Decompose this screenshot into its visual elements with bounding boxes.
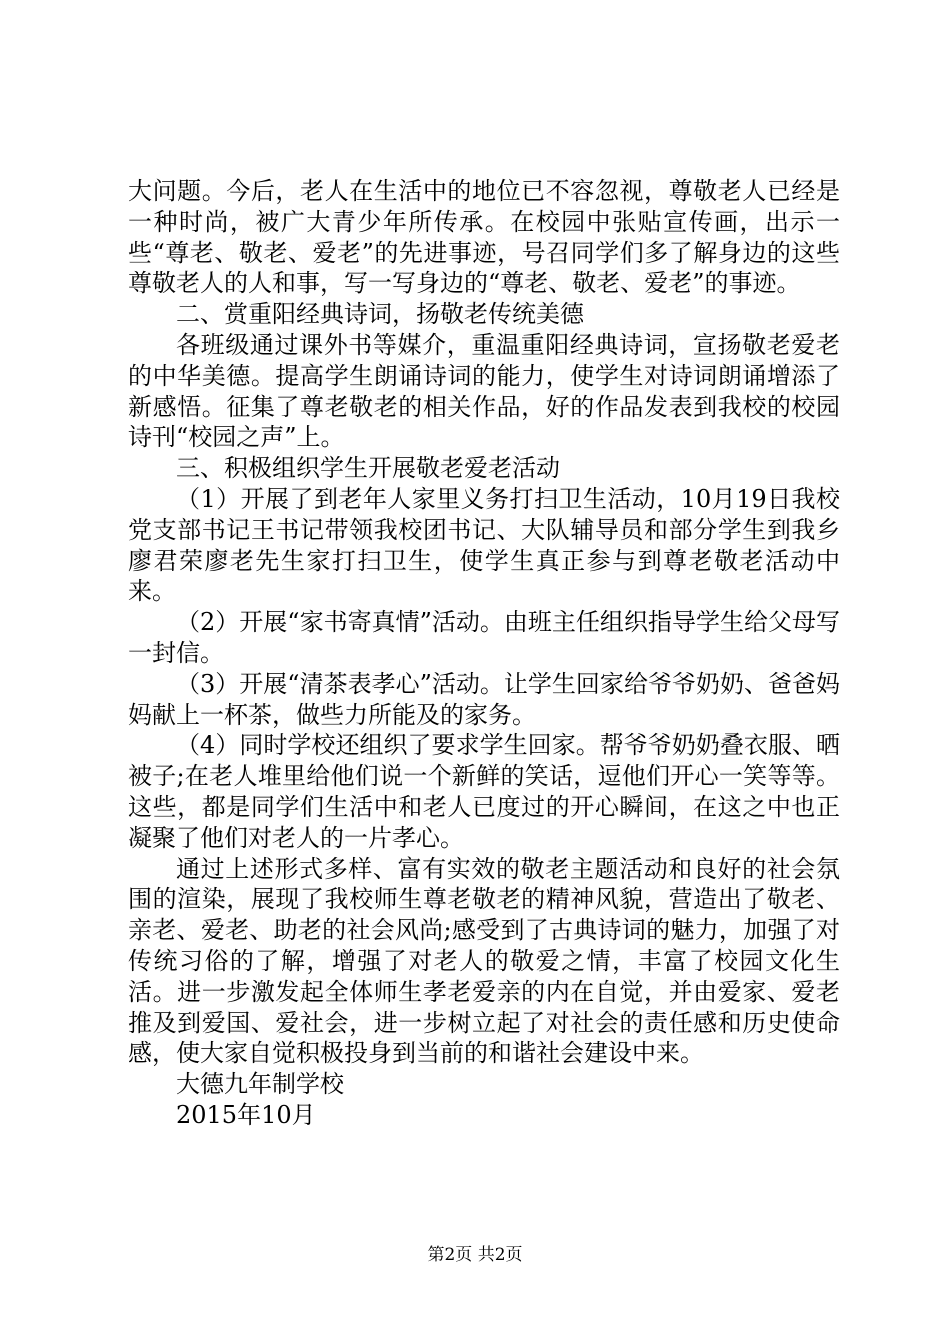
- signature-school: 大德九年制学校: [176, 1070, 344, 1099]
- section-heading-3: 三、积极组织学生开展敬老爱老活动: [176, 454, 560, 483]
- page-footer: [0, 1244, 950, 1266]
- section-heading-2: 二、赏重阳经典诗词，扬敬老传统美德: [176, 300, 584, 329]
- page-number: 第2页 共2页: [427, 1245, 523, 1265]
- list-item-3: （3）开展“清茶表孝心”活动。让学生回家给爷爷奶奶、爸爸妈妈献上一杯茶，做些力所能及的家务。: [128, 669, 840, 729]
- paragraph-poetry: 各班级通过课外书等媒介，重温重阳经典诗词，宣扬敬老爱老的中华美德。提高学生朗诵诗词的能力，使学生对诗词朗诵增添了新感悟。征集了尊老敬老的相关作品，好的作品发表到我校的校园诗刊“校园之声”上。: [128, 330, 840, 452]
- signature-date: 2015年10月: [176, 1100, 316, 1129]
- list-item-1: （1）开展了到老年人家里义务打扫卫生活动，10月19日我校党支部书记王书记带领我校团书记、大队辅导员和部分学生到我乡廖君荣廖老先生家打扫卫生，使学生真正参与到尊老敬老活动中来。: [128, 484, 840, 606]
- paragraph-continuation: 大问题。今后，老人在生活中的地位已不容忽视，尊敬老人已经是一种时尚，被广大青少年所传承。在校园中张贴宣传画，出示一些“尊老、敬老、爱老”的先进事迹，号召同学们多了解身边的这些尊敬老人的人和事，写一写身边的“尊老、敬老、爱老”的事迹。: [128, 177, 840, 298]
- paragraph-conclusion: 通过上述形式多样、富有实效的敬老主题活动和良好的社会氛围的渲染，展现了我校师生尊老敬老的精神风貌，营造出了敬老、亲老、爱老、助老的社会风尚;感受到了古典诗词的魅力，加强了对传统习俗的了解，增强了对老人的敬爱之情，丰富了校园文化生活。进一步激发起全体师生孝老爱亲的内在自觉，并由爱家、爱老推及到爱国、爱社会，进一步树立起了对社会的责任感和历史使命感，使大家自觉积极投身到当前的和谐社会建设中来。: [128, 854, 840, 1068]
- document-body: [128, 176, 840, 1131]
- list-item-4: （4）同时学校还组织了要求学生回家。帮爷爷奶奶叠衣服、晒被子;在老人堆里给他们说一个新鲜的笑话，逗他们开心一笑等等。这些，都是同学们生活中和老人已度过的开心瞬间，在这之中也正凝聚了他们对老人的一片孝心。: [128, 731, 840, 852]
- list-item-2: （2）开展“家书寄真情”活动。由班主任组织指导学生给父母写一封信。: [128, 608, 840, 667]
